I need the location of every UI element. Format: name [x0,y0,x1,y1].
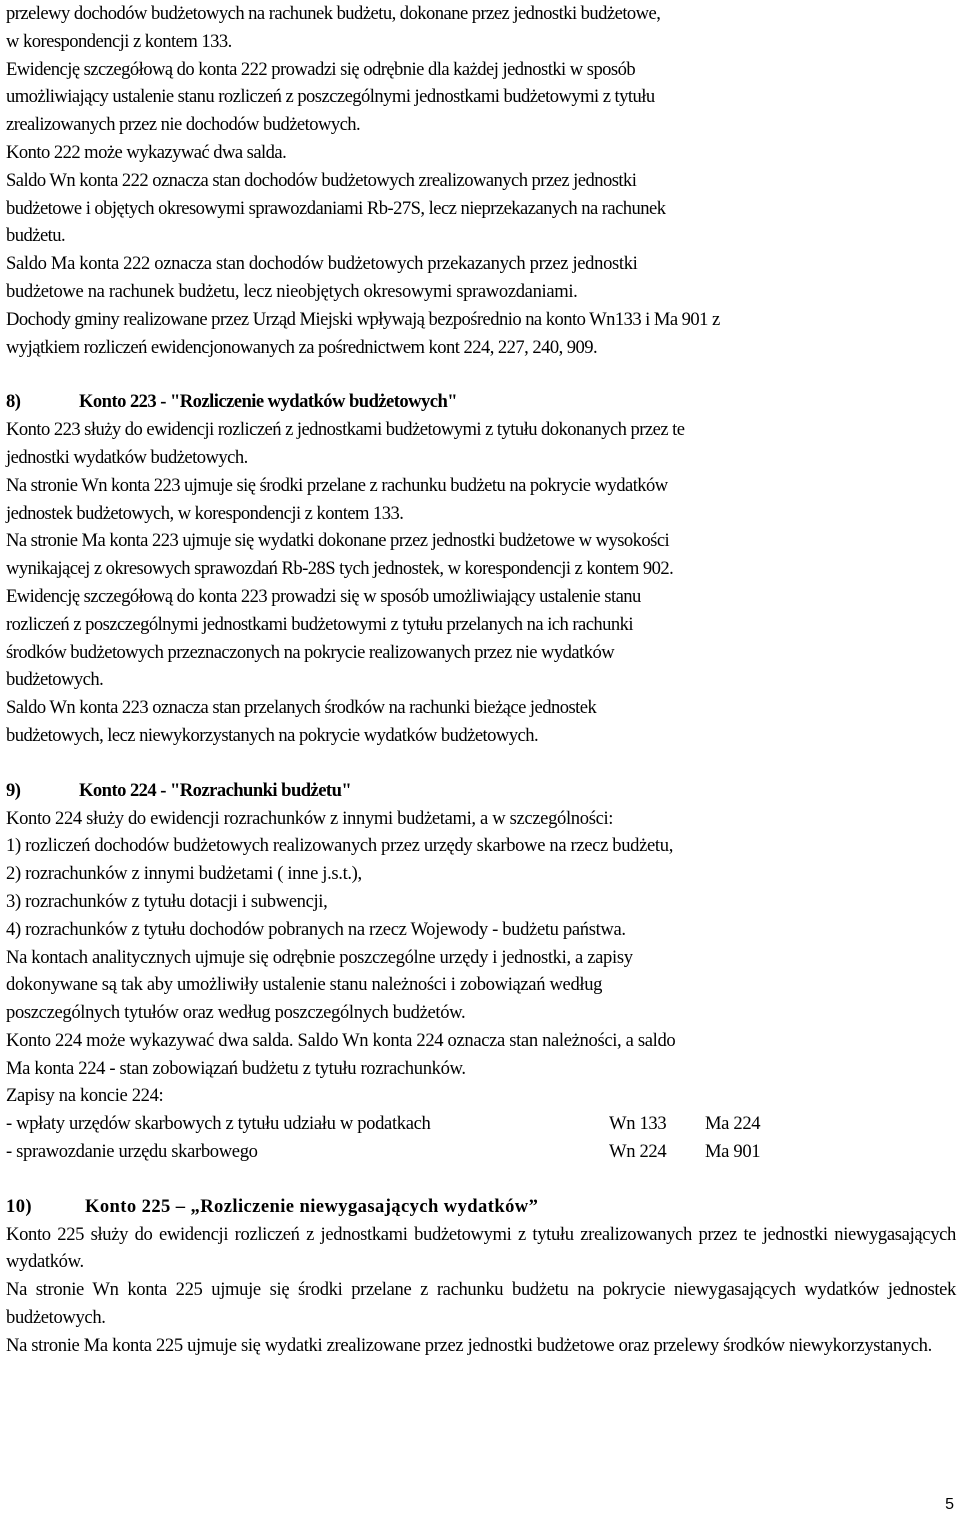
paragraph: Konto 225 służy do ewidencji rozliczeń z jednostkami budżetowymi z tytułu zrealizowanych przez te jednostki niewygasających wydatków. [6,1223,956,1273]
text-line: budżetowe na rachunek budżetu, lecz nieobjętych okresowymi sprawozdaniami. [6,280,578,302]
list-item: 3) rozrachunków z tytułu dotacji i subwencji, [6,890,328,912]
section-konto-224 [6,777,956,1166]
text-line: Na stronie Wn konta 223 ujmuje się środki przelane z rachunku budżetu na pokrycie wydatków [6,474,668,496]
text-line: budżetowe i objętych okresowymi sprawozdaniami Rb-27S, lecz nieprzekazanych na rachunek [6,197,666,219]
section-heading [6,388,956,416]
text-line: Na stronie Ma konta 223 ujmuje się wydatki dokonane przez jednostki budżetowe w wysokości [6,530,670,552]
posting-description: - wpłaty urzędów skarbowych z tytułu udziału w podatkach [6,1113,431,1135]
text-line: przelewy dochodów budżetowych na rachunek budżetu, dokonane przez jednostki budżetowe, [6,3,661,24]
text-line: wyjątkiem rozliczeń ewidencjonowanych za pośrednictwem kont 224, 227, 240, 909. [6,336,598,358]
section-heading [6,777,956,805]
list-item: 2) rozrachunków z innymi budżetami ( inne j.s.t.), [6,863,362,885]
paragraph: Na stronie Ma konta 225 ujmuje się wydatki zrealizowane przez jednostki budżetowe oraz przelewy środków niewykorzystanych. [6,1334,932,1356]
text-line: Ewidencję szczegółową do konta 223 prowadzi się w sposób umożliwiający ustalenie stanu [6,585,641,607]
posting-credit: Ma 901 [705,1141,761,1163]
text-line: umożliwiający ustalenie stanu rozliczeń z poszczególnymi jednostkami budżetowymi z tytułu [6,86,655,108]
posting-credit: Ma 224 [705,1113,761,1135]
posting-entry [6,1138,956,1166]
text-line: Zapisy na koncie 224: [6,1085,164,1107]
posting-entry [6,1110,956,1138]
page-number: 5 [945,1496,954,1513]
text-line: środków budżetowych przeznaczonych na pokrycie realizowanych przez nie wydatków [6,641,615,663]
section-title: Konto 223 - "Rozliczenie wydatków budżetowych" [79,391,458,413]
text-line: budżetowych. [6,669,104,691]
section-title: Konto 224 - "Rozrachunki budżetu" [79,779,352,801]
section-konto-225 [6,1193,956,1360]
text-line: dokonywane są tak aby umożliwiły ustalenie stanu należności i zobowiązań według [6,974,603,996]
section-title: Konto 225 – „Rozliczenie niewygasających wydatków” [85,1195,539,1217]
text-line: w korespondencji z kontem 133. [6,30,232,52]
text-line: Ma konta 224 - stan zobowiązań budżetu z tytułu rozrachunków. [6,1057,466,1079]
section-number: 9) [6,779,21,801]
posting-debit: Wn 133 [609,1113,667,1135]
posting-debit: Wn 224 [609,1141,667,1163]
text-line: Konto 224 może wykazywać dwa salda. Saldo Wn konta 224 oznacza stan należności, a saldo [6,1029,676,1051]
text-line: jednostek budżetowych, w korespondencji z kontem 133. [6,502,404,524]
text-line: budżetu. [6,225,66,247]
text-line: Ewidencję szczegółową do konta 222 prowadzi się odrębnie dla każdej jednostki w sposób [6,58,636,80]
text-line: jednostki wydatków budżetowych. [6,446,248,468]
text-line: rozliczeń z poszczególnymi jednostkami budżetowymi z tytułu przelanych na ich rachunki [6,613,634,635]
text-line: Dochody gminy realizowane przez Urząd Miejski wpływają bezpośrednio na konto Wn133 i Ma 901 z [6,308,720,330]
text-line: wynikającej z okresowych sprawozdań Rb-28S tych jednostek, w korespondencji z kontem 902. [6,558,674,580]
intro-block [6,0,956,361]
text-line: Konto 224 służy do ewidencji rozrachunków z innymi budżetami, a w szczególności: [6,807,614,829]
text-line: Konto 223 służy do ewidencji rozliczeń z jednostkami budżetowymi z tytułu dokonanych przez te [6,419,685,441]
text-line: Saldo Wn konta 223 oznacza stan przelanych środków na rachunki bieżące jednostek [6,697,597,719]
section-number: 8) [6,391,21,413]
list-item: 4) rozrachunków z tytułu dochodów pobranych na rzecz Wojewody - budżetu państwa. [6,918,626,940]
text-line: poszczególnych tytułów oraz według poszczególnych budżetów. [6,1002,466,1024]
posting-description: - sprawozdanie urzędu skarbowego [6,1141,258,1163]
text-line: Konto 222 może wykazywać dwa salda. [6,141,287,163]
text-line: budżetowych, lecz niewykorzystanych na pokrycie wydatków budżetowych. [6,724,539,746]
text-line: Saldo Wn konta 222 oznacza stan dochodów budżetowych zrealizowanych przez jednostki [6,169,637,191]
text-line: Na kontach analitycznych ujmuje się odrębnie poszczególne urzędy i jednostki, a zapisy [6,946,633,968]
document-page [6,0,956,1360]
list-item: 1) rozliczeń dochodów budżetowych realizowanych przez urzędy skarbowe na rzecz budżetu, [6,835,673,857]
section-number: 10) [6,1195,32,1217]
section-heading [6,1193,956,1221]
text-line: Saldo Ma konta 222 oznacza stan dochodów budżetowych przekazanych przez jednostki [6,253,638,275]
section-konto-223 [6,388,956,749]
text-line: zrealizowanych przez nie dochodów budżetowych. [6,114,361,136]
paragraph: Na stronie Wn konta 225 ujmuje się środki przelane z rachunku budżetu na pokrycie niewygasających wydatków jednostek budżetowych. [6,1279,956,1329]
